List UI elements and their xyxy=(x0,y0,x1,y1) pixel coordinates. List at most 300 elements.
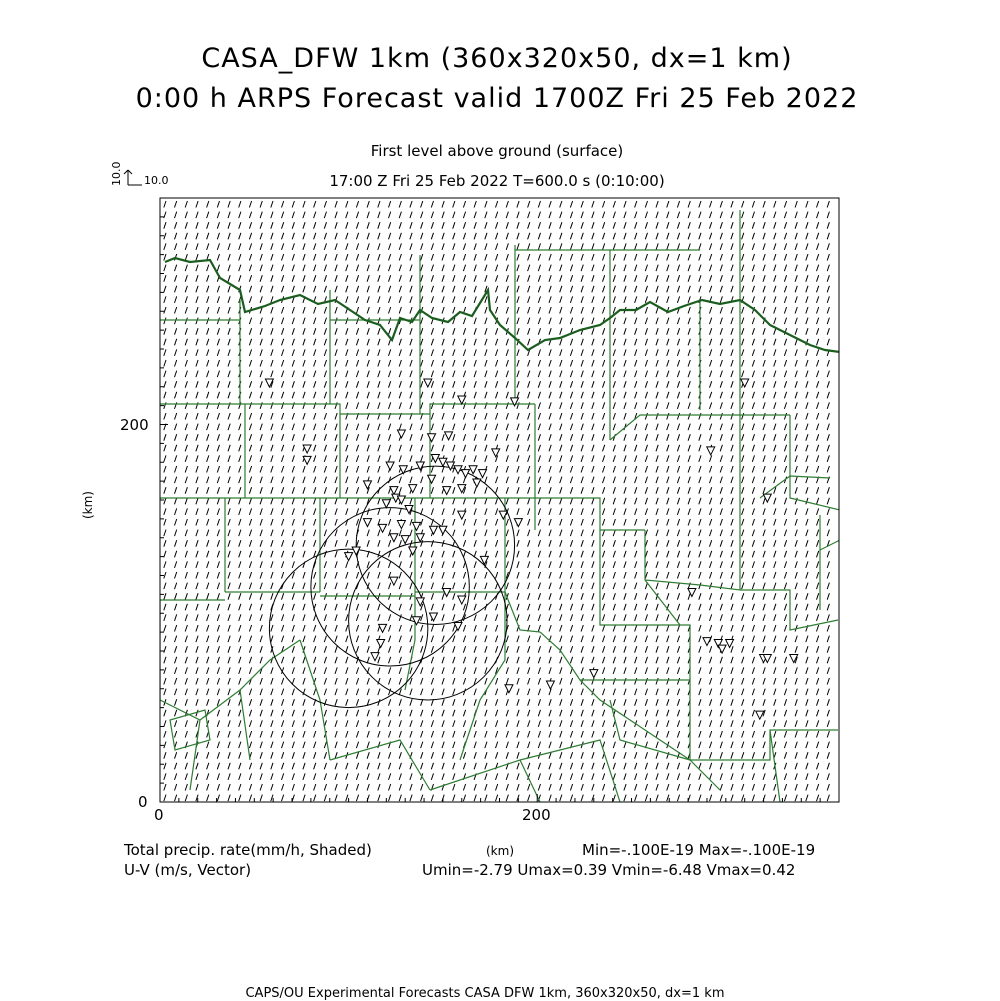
wind-vector xyxy=(699,583,701,590)
wind-vector xyxy=(560,720,562,727)
wind-vector xyxy=(603,402,605,409)
wind-vector xyxy=(314,731,316,738)
wind-vector xyxy=(817,413,819,420)
station-marker xyxy=(397,430,405,438)
wind-vector xyxy=(485,201,487,208)
wind-vector xyxy=(774,201,776,208)
wind-vector xyxy=(699,572,701,579)
wind-vector xyxy=(485,307,487,314)
wind-vector xyxy=(217,222,219,229)
wind-vector xyxy=(356,318,358,325)
wind-vector xyxy=(560,625,562,632)
wind-vector xyxy=(603,561,605,568)
wind-vector xyxy=(603,551,605,558)
wind-vector xyxy=(442,614,444,621)
wind-vector xyxy=(656,286,658,293)
wind-vector xyxy=(592,243,594,250)
wind-vector xyxy=(731,667,733,674)
wind-vector xyxy=(581,222,583,229)
wind-vector xyxy=(613,286,615,293)
wind-vector xyxy=(710,424,712,431)
wind-vector xyxy=(239,752,241,759)
station-marker xyxy=(424,379,432,387)
wind-vector xyxy=(356,498,358,505)
wind-vector xyxy=(249,625,251,632)
wind-vector xyxy=(463,667,465,674)
wind-vector xyxy=(677,286,679,293)
wind-vector xyxy=(784,434,786,441)
wind-vector xyxy=(784,561,786,568)
wind-vector xyxy=(207,265,209,272)
wind-vector xyxy=(667,402,669,409)
wind-vector xyxy=(335,339,337,346)
wind-vector xyxy=(324,561,326,568)
wind-vector xyxy=(570,392,572,399)
wind-vector xyxy=(699,795,701,802)
wind-vector xyxy=(196,413,198,420)
wind-vector xyxy=(731,561,733,568)
wind-vector xyxy=(645,371,647,378)
wind-vector xyxy=(720,222,722,229)
wind-vector xyxy=(217,445,219,452)
wind-vector xyxy=(613,413,615,420)
wind-vector xyxy=(185,307,187,314)
wind-vector xyxy=(196,636,198,643)
wind-vector xyxy=(570,222,572,229)
wind-vector xyxy=(624,328,626,335)
wind-vector xyxy=(314,773,316,780)
wind-vector xyxy=(164,360,166,367)
wind-vector xyxy=(346,646,348,653)
wind-vector xyxy=(752,572,754,579)
wind-vector xyxy=(442,424,444,431)
wind-vector xyxy=(817,593,819,600)
wind-vector xyxy=(292,477,294,484)
wind-vector xyxy=(389,201,391,208)
wind-vector xyxy=(699,265,701,272)
wind-vector xyxy=(292,720,294,727)
wind-vector xyxy=(624,498,626,505)
wind-vector xyxy=(453,752,455,759)
wind-vector xyxy=(560,498,562,505)
wind-vector xyxy=(207,466,209,473)
wind-vector xyxy=(517,699,519,706)
wind-vector xyxy=(677,720,679,727)
wind-vector xyxy=(667,667,669,674)
wind-vector xyxy=(249,275,251,282)
wind-vector xyxy=(314,519,316,526)
wind-vector xyxy=(324,371,326,378)
wind-vector xyxy=(528,731,530,738)
wind-vector xyxy=(795,212,797,219)
wind-vector xyxy=(378,360,380,367)
wind-vector xyxy=(656,233,658,240)
wind-vector xyxy=(742,360,744,367)
wind-vector xyxy=(346,667,348,674)
wind-vector xyxy=(474,763,476,770)
wind-vector xyxy=(442,731,444,738)
wind-vector xyxy=(207,328,209,335)
wind-vector xyxy=(592,381,594,388)
wind-vector xyxy=(560,424,562,431)
wind-vector xyxy=(817,657,819,664)
wind-vector xyxy=(506,487,508,494)
wind-vector xyxy=(688,561,690,568)
wind-vector xyxy=(720,561,722,568)
wind-vector xyxy=(592,296,594,303)
wind-vector xyxy=(303,402,305,409)
wind-vector xyxy=(635,371,637,378)
wind-vector xyxy=(271,434,273,441)
wind-vector xyxy=(453,699,455,706)
wind-vector xyxy=(453,455,455,462)
wind-vector xyxy=(517,243,519,250)
wind-vector xyxy=(239,731,241,738)
wind-vector xyxy=(431,328,433,335)
wind-vector xyxy=(314,508,316,515)
wind-vector xyxy=(560,402,562,409)
wind-vector xyxy=(592,222,594,229)
wind-vector xyxy=(528,233,530,240)
wind-vector xyxy=(356,254,358,261)
wind-vector xyxy=(784,286,786,293)
wind-vector xyxy=(463,445,465,452)
wind-vector xyxy=(282,286,284,293)
wind-vector xyxy=(485,657,487,664)
wind-vector xyxy=(752,731,754,738)
wind-vector xyxy=(817,773,819,780)
wind-vector xyxy=(431,625,433,632)
wind-vector xyxy=(228,487,230,494)
wind-vector xyxy=(731,604,733,611)
wind-vector xyxy=(196,646,198,653)
wind-vector xyxy=(282,402,284,409)
wind-vector xyxy=(763,212,765,219)
wind-vector xyxy=(570,434,572,441)
wind-vector xyxy=(710,275,712,282)
wind-vector xyxy=(720,604,722,611)
wind-vector xyxy=(303,275,305,282)
wind-vector xyxy=(324,286,326,293)
wind-vector xyxy=(784,667,786,674)
y-axis-unit: (km) xyxy=(81,490,96,520)
wind-vector xyxy=(656,572,658,579)
wind-vector xyxy=(581,402,583,409)
wind-vector xyxy=(421,265,423,272)
wind-vector xyxy=(356,773,358,780)
wind-vector xyxy=(335,445,337,452)
wind-vector xyxy=(570,286,572,293)
wind-vector xyxy=(164,339,166,346)
wind-vector xyxy=(303,339,305,346)
wind-vector xyxy=(774,371,776,378)
wind-vector xyxy=(570,275,572,282)
wind-vector xyxy=(763,561,765,568)
radar-range-ring xyxy=(356,466,514,624)
wind-vector xyxy=(742,201,744,208)
wind-vector xyxy=(399,572,401,579)
wind-vector xyxy=(303,572,305,579)
wind-vector xyxy=(314,487,316,494)
wind-vector xyxy=(570,402,572,409)
wind-vector xyxy=(784,551,786,558)
wind-vector xyxy=(421,720,423,727)
wind-vector xyxy=(196,720,198,727)
wind-vector xyxy=(228,466,230,473)
wind-vector xyxy=(474,699,476,706)
wind-vector xyxy=(827,795,829,802)
wind-vector xyxy=(742,773,744,780)
wind-vector xyxy=(517,508,519,515)
wind-vector xyxy=(613,487,615,494)
wind-vector xyxy=(196,434,198,441)
wind-vector xyxy=(538,551,540,558)
wind-vector xyxy=(282,530,284,537)
wind-vector xyxy=(528,392,530,399)
wind-vector xyxy=(742,233,744,240)
wind-vector xyxy=(485,773,487,780)
wind-vector xyxy=(314,243,316,250)
wind-vector xyxy=(763,763,765,770)
wind-vector xyxy=(303,773,305,780)
wind-vector xyxy=(314,593,316,600)
wind-vector xyxy=(763,360,765,367)
wind-vector xyxy=(560,551,562,558)
wind-vector xyxy=(356,307,358,314)
wind-vector xyxy=(817,508,819,515)
wind-vector xyxy=(506,445,508,452)
wind-vector xyxy=(763,689,765,696)
wind-vector xyxy=(517,466,519,473)
wind-vector xyxy=(656,646,658,653)
wind-vector xyxy=(613,402,615,409)
wind-vector xyxy=(196,286,198,293)
wind-vector xyxy=(217,625,219,632)
wind-vector xyxy=(431,667,433,674)
wind-vector xyxy=(806,508,808,515)
wind-vector xyxy=(463,212,465,219)
wind-vector xyxy=(699,424,701,431)
wind-vector xyxy=(624,731,626,738)
wind-vector xyxy=(549,424,551,431)
wind-vector xyxy=(731,212,733,219)
wind-vector xyxy=(185,572,187,579)
wind-vector xyxy=(324,667,326,674)
wind-vector xyxy=(699,657,701,664)
wind-vector xyxy=(324,466,326,473)
wind-vector xyxy=(560,328,562,335)
wind-vector xyxy=(613,689,615,696)
wind-vector xyxy=(774,657,776,664)
wind-vector xyxy=(528,519,530,526)
wind-vector xyxy=(795,455,797,462)
wind-vector xyxy=(538,328,540,335)
wind-vector xyxy=(217,201,219,208)
wind-vector xyxy=(249,699,251,706)
wind-vector xyxy=(613,212,615,219)
wind-vector xyxy=(239,657,241,664)
wind-vector xyxy=(528,636,530,643)
wind-vector xyxy=(421,318,423,325)
wind-vector xyxy=(806,795,808,802)
wind-vector xyxy=(795,254,797,261)
wind-vector xyxy=(324,392,326,399)
wind-vector xyxy=(592,413,594,420)
wind-vector xyxy=(271,742,273,749)
wind-vector xyxy=(784,349,786,356)
wind-vector xyxy=(560,540,562,547)
wind-vector xyxy=(335,699,337,706)
wind-vector xyxy=(795,434,797,441)
wind-vector xyxy=(624,646,626,653)
wind-vector xyxy=(442,434,444,441)
wind-vector xyxy=(282,689,284,696)
wind-vector xyxy=(292,371,294,378)
wind-vector xyxy=(367,530,369,537)
wind-vector xyxy=(239,466,241,473)
wind-vector xyxy=(592,614,594,621)
wind-vector xyxy=(710,625,712,632)
wind-vector xyxy=(324,784,326,791)
wind-vector xyxy=(303,795,305,802)
wind-vector xyxy=(677,318,679,325)
wind-vector xyxy=(271,689,273,696)
footer-credit: CAPS/OU Experimental Forecasts CASA DFW 1km, 360x320x50, dx=1 km xyxy=(245,986,725,1001)
wind-vector xyxy=(303,763,305,770)
wind-vector xyxy=(742,551,744,558)
wind-vector xyxy=(752,243,754,250)
wind-vector xyxy=(463,413,465,420)
wind-vector xyxy=(185,699,187,706)
wind-vector xyxy=(506,275,508,282)
wind-vector xyxy=(164,583,166,590)
wind-vector xyxy=(431,201,433,208)
wind-vector xyxy=(474,720,476,727)
wind-vector xyxy=(827,519,829,526)
wind-vector xyxy=(656,455,658,462)
wind-vector xyxy=(506,243,508,250)
wind-vector xyxy=(314,381,316,388)
wind-vector xyxy=(613,540,615,547)
wind-vector xyxy=(763,752,765,759)
wind-vector xyxy=(624,265,626,272)
wind-vector xyxy=(613,519,615,526)
wind-vector xyxy=(453,689,455,696)
wind-vector xyxy=(207,318,209,325)
wind-vector xyxy=(324,201,326,208)
wind-vector xyxy=(207,530,209,537)
wind-vector xyxy=(207,201,209,208)
wind-vector xyxy=(784,392,786,399)
wind-vector xyxy=(356,466,358,473)
wind-vector xyxy=(795,339,797,346)
wind-vector xyxy=(207,275,209,282)
wind-vector xyxy=(196,318,198,325)
wind-vector xyxy=(217,254,219,261)
wind-vector xyxy=(528,593,530,600)
wind-vector xyxy=(506,402,508,409)
wind-vector xyxy=(635,455,637,462)
wind-vector xyxy=(431,773,433,780)
wind-vector xyxy=(282,551,284,558)
wind-vector xyxy=(367,646,369,653)
wind-vector xyxy=(282,434,284,441)
wind-vector xyxy=(292,508,294,515)
wind-vector xyxy=(570,784,572,791)
wind-vector xyxy=(271,349,273,356)
wind-vector xyxy=(517,710,519,717)
wind-vector xyxy=(581,710,583,717)
wind-vector xyxy=(228,784,230,791)
wind-vector xyxy=(463,763,465,770)
wind-vector xyxy=(453,381,455,388)
wind-vector xyxy=(817,212,819,219)
wind-vector xyxy=(249,487,251,494)
wind-vector xyxy=(528,667,530,674)
wind-vector xyxy=(356,636,358,643)
wind-vector xyxy=(667,784,669,791)
wind-vector xyxy=(656,636,658,643)
wind-vector xyxy=(335,392,337,399)
wind-vector xyxy=(314,445,316,452)
wind-vector xyxy=(624,402,626,409)
wind-vector xyxy=(335,678,337,685)
wind-vector xyxy=(731,413,733,420)
wind-vector xyxy=(474,243,476,250)
wind-vector xyxy=(292,392,294,399)
wind-vector xyxy=(667,434,669,441)
wind-vector xyxy=(752,275,754,282)
wind-vector xyxy=(752,402,754,409)
wind-vector xyxy=(613,752,615,759)
wind-vector xyxy=(667,243,669,250)
wind-vector xyxy=(175,413,177,420)
wind-vector xyxy=(784,339,786,346)
wind-vector xyxy=(699,625,701,632)
wind-vector xyxy=(538,477,540,484)
wind-vector xyxy=(282,614,284,621)
wind-vector xyxy=(185,657,187,664)
wind-vector xyxy=(335,381,337,388)
wind-vector xyxy=(485,646,487,653)
vector-scale-horizontal-label: 10.0 xyxy=(144,174,169,187)
wind-vector xyxy=(207,424,209,431)
wind-vector xyxy=(442,222,444,229)
wind-vector xyxy=(463,254,465,261)
wind-vector xyxy=(656,742,658,749)
wind-vector xyxy=(731,678,733,685)
wind-vector xyxy=(656,445,658,452)
wind-vector xyxy=(774,519,776,526)
wind-vector xyxy=(378,466,380,473)
wind-vector xyxy=(431,498,433,505)
wind-vector xyxy=(710,265,712,272)
wind-vector xyxy=(421,784,423,791)
wind-vector xyxy=(710,551,712,558)
wind-vector xyxy=(367,360,369,367)
wind-vector xyxy=(528,413,530,420)
wind-vector xyxy=(667,710,669,717)
wind-vector xyxy=(763,424,765,431)
wind-vector xyxy=(827,328,829,335)
wind-vector xyxy=(196,540,198,547)
wind-vector xyxy=(453,222,455,229)
wind-vector xyxy=(453,763,455,770)
wind-vector xyxy=(378,402,380,409)
wind-vector xyxy=(603,487,605,494)
wind-vector xyxy=(795,328,797,335)
wind-vector xyxy=(774,381,776,388)
